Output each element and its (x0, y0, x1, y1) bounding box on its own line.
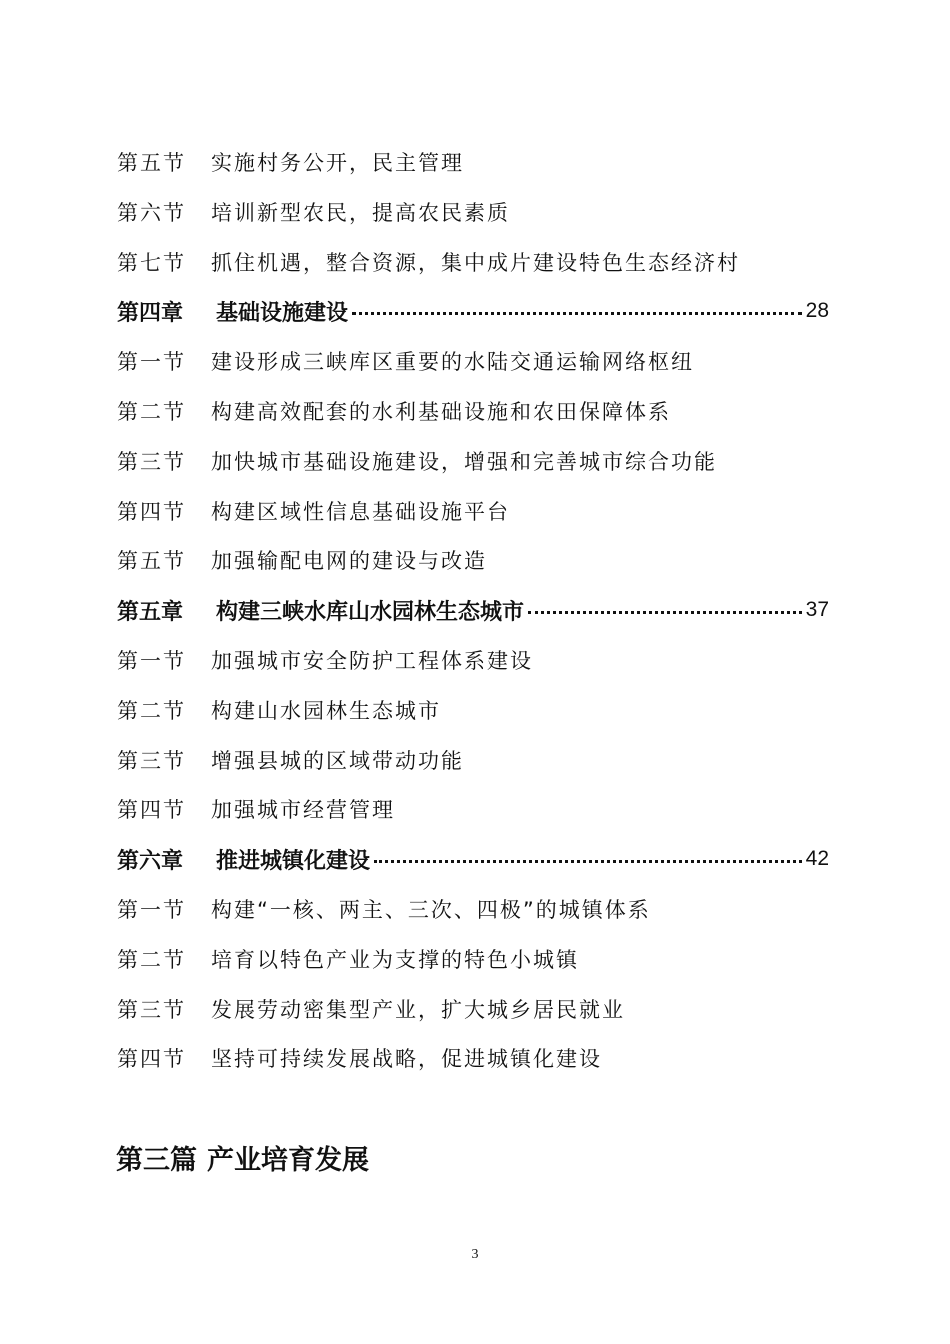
section-label: 第五节 (117, 151, 186, 175)
section-title: 加强城市经营管理 (211, 798, 395, 822)
section-title: 建设形成三峡库区重要的水陆交通运输网络枢纽 (211, 350, 694, 374)
section-title: 加快城市基础设施建设，增强和完善城市综合功能 (211, 450, 717, 474)
toc-section-entry (117, 493, 829, 529)
toc-section-entry (117, 742, 829, 778)
section-title: 增强县城的区域带动功能 (211, 749, 464, 773)
toc-section-entry (117, 443, 829, 479)
section-title: 实施村务公开，民主管理 (211, 151, 464, 175)
section-title: 构建山水园林生态城市 (211, 699, 441, 723)
chapter-label: 第四章 (117, 300, 184, 326)
section-label: 第二节 (117, 699, 186, 723)
section-label: 第三节 (117, 450, 186, 474)
chapter-page-number: 37 (805, 598, 829, 621)
toc-section-entry (117, 542, 829, 578)
section-label: 第五节 (117, 549, 186, 573)
toc-section-entry (117, 343, 829, 379)
section-label: 第四节 (117, 798, 186, 822)
section-title: 构建区域性信息基础设施平台 (211, 500, 510, 524)
chapter-title: 构建三峡水库山水园林生态城市 (216, 599, 525, 625)
section-title: 坚持可持续发展战略，促进城镇化建设 (211, 1047, 602, 1071)
section-title: 构建“一核、两主、三次、四极”的城镇体系 (211, 898, 651, 922)
part-title: 产业培育发展 (207, 1144, 369, 1176)
toc-section-entry (117, 692, 829, 728)
toc-chapter-entry (117, 592, 829, 628)
section-title: 抓住机遇，整合资源，集中成片建设特色生态经济村 (211, 251, 740, 275)
part-label: 第三篇 (116, 1144, 197, 1176)
section-label: 第一节 (117, 350, 186, 374)
toc-chapter-entry (117, 841, 829, 877)
section-title: 培训新型农民，提高农民素质 (211, 201, 510, 225)
chapter-page-number: 28 (805, 299, 829, 322)
section-label: 第三节 (117, 998, 186, 1022)
toc-section-entry (117, 144, 829, 180)
chapter-label: 第六章 (117, 848, 184, 874)
part-heading (116, 1137, 369, 1177)
section-label: 第一节 (117, 649, 186, 673)
section-title: 构建高效配套的水利基础设施和农田保障体系 (211, 400, 671, 424)
section-title: 发展劳动密集型产业，扩大城乡居民就业 (211, 998, 625, 1022)
toc-section-entry (117, 1040, 829, 1076)
section-title: 加强输配电网的建设与改造 (211, 549, 487, 573)
toc-section-entry (117, 393, 829, 429)
section-label: 第一节 (117, 898, 186, 922)
toc-section-entry (117, 991, 829, 1027)
section-label: 第三节 (117, 749, 186, 773)
section-label: 第四节 (117, 500, 186, 524)
dot-leader (374, 860, 802, 863)
section-label: 第四节 (117, 1047, 186, 1071)
dot-leader (352, 312, 802, 315)
toc-chapter-entry (117, 293, 829, 329)
chapter-title: 基础设施建设 (216, 300, 349, 326)
toc-section-entry (117, 891, 829, 927)
chapter-label: 第五章 (117, 599, 184, 625)
page-number: 3 (471, 1247, 479, 1262)
toc-section-entry (117, 941, 829, 977)
section-title: 加强城市安全防护工程体系建设 (211, 649, 533, 673)
toc-section-entry (117, 244, 829, 280)
dot-leader (528, 611, 802, 614)
section-title: 培育以特色产业为支撑的特色小城镇 (211, 948, 579, 972)
section-label: 第二节 (117, 400, 186, 424)
section-label: 第七节 (117, 251, 186, 275)
toc-section-entry (117, 194, 829, 230)
chapter-title: 推进城镇化建设 (216, 848, 371, 874)
chapter-page-number: 42 (805, 847, 829, 870)
section-label: 第六节 (117, 201, 186, 225)
toc-section-entry (117, 791, 829, 827)
section-label: 第二节 (117, 948, 186, 972)
toc-section-entry (117, 642, 829, 678)
